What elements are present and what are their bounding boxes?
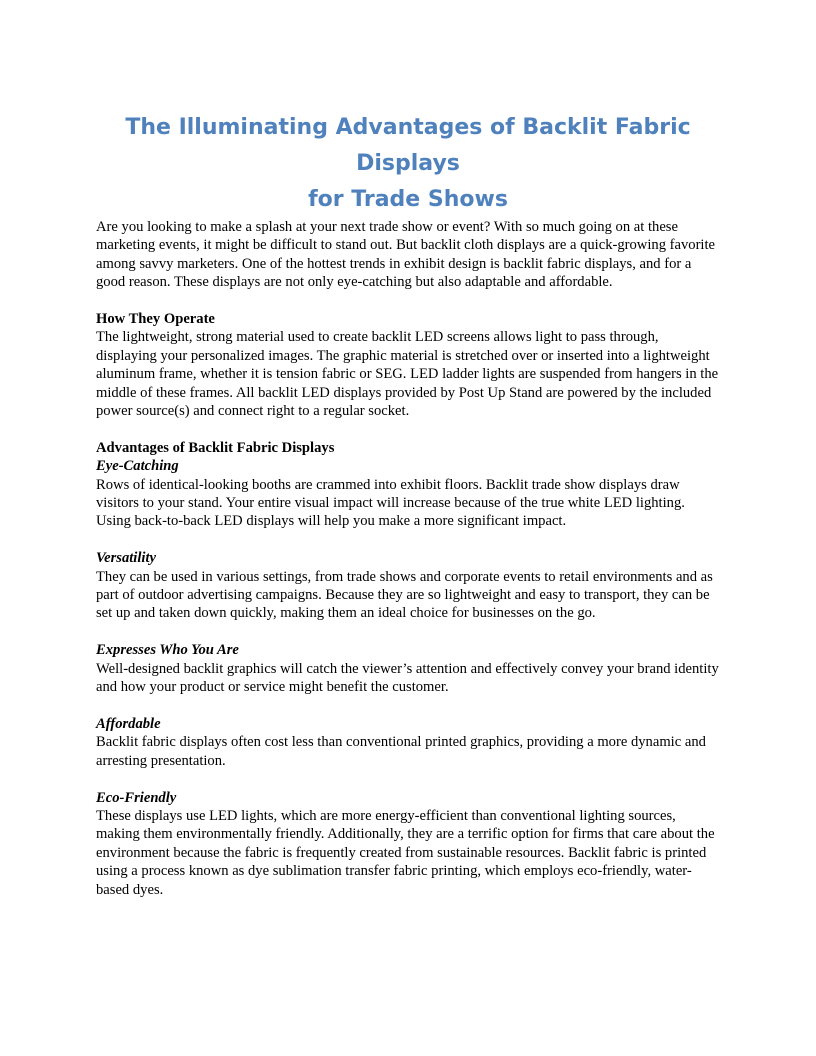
expresses-paragraph: Well-designed backlit graphics will catch the viewer’s attention and effectively convey your brand identity and how your product or service might benefit the customer.	[96, 660, 719, 696]
document-body	[96, 108, 720, 899]
paragraph-gap	[96, 420, 720, 438]
subheading-versatility: Versatility	[96, 550, 156, 567]
document-title	[96, 108, 720, 218]
title-line-2: for Trade Shows	[308, 187, 508, 212]
title-line-1: The Illuminating Advantages of Backlit Fabric Displays	[125, 115, 691, 176]
section-heading-advantages: Advantages of Backlit Fabric Displays	[96, 439, 335, 456]
paragraph-gap	[96, 531, 720, 549]
paragraph-gap	[96, 292, 720, 310]
paragraph-gap	[96, 623, 720, 641]
eco-friendly-paragraph: These displays use LED lights, which are more energy-efficient than conventional lighting sources, making them environmentally friendly. Additionally, they are a terrific option for firms that care about the environment because the fabric is frequently created from sustainable resources. Backlit fabric is printed using a process known as dye sublimation transfer fabric printing, which employs eco-friendly, water-based dyes.	[96, 807, 715, 898]
subheading-eco-friendly: Eco-Friendly	[96, 789, 177, 806]
paragraph-gap	[96, 697, 720, 715]
versatility-paragraph: They can be used in various settings, from trade shows and corporate events to retail environments and as part of outdoor advertising campaigns. Because they are so lightweight and easy to transport, they can be set up and taken down quickly, making them an ideal choice for businesses on the go.	[96, 568, 713, 622]
paragraph-gap	[96, 770, 720, 788]
how-paragraph: The lightweight, strong material used to create backlit LED screens allows light to pass through, displaying your personalized images. The graphic material is stretched over or inserted into a lightweight aluminum frame, whether it is tension fabric or SEG. LED ladder lights are suspended from hangers in the middle of these frames. All backlit LED displays provided by Post Up Stand are powered by the included power source(s) and connect right to a regular socket.	[96, 329, 719, 420]
intro-paragraph: Are you looking to make a splash at your next trade show or event? With so much going on at these marketing events, it might be difficult to stand out. But backlit cloth displays are a quick-growing favorite among savvy marketers. One of the hottest trends in exhibit design is backlit fabric displays, and for a good reason. These displays are not only eye-catching but also adaptable and affordable.	[96, 219, 716, 291]
section-heading-how: How They Operate	[96, 311, 215, 328]
eye-catching-paragraph: Rows of identical-looking booths are crammed into exhibit floors. Backlit trade show displays draw visitors to your stand. Your entire visual impact will increase because of the true white LED lighting. Using back-to-back LED displays will help you make a more significant impact.	[96, 476, 685, 530]
affordable-paragraph: Backlit fabric displays often cost less than conventional printed graphics, providing a more dynamic and arresting presentation.	[96, 734, 706, 769]
subheading-expresses: Expresses Who You Are	[96, 642, 239, 659]
subheading-affordable: Affordable	[96, 715, 161, 732]
subheading-eye-catching: Eye-Catching	[96, 458, 179, 475]
